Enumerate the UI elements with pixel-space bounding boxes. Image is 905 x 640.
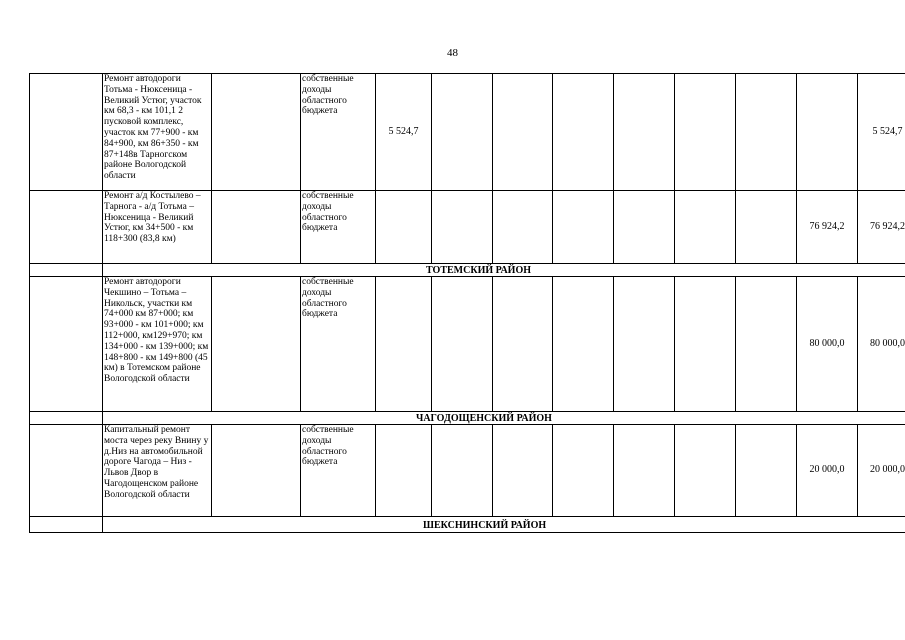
empty-cell xyxy=(212,74,301,191)
empty-cell xyxy=(432,425,493,517)
amount-cell: 80 000,0 xyxy=(797,277,858,412)
row-number-cell xyxy=(30,425,103,517)
empty-cell xyxy=(376,425,432,517)
empty-cell xyxy=(493,191,553,264)
funding-source-cell: собственные доходы областного бюджета xyxy=(301,191,376,264)
object-name-cell: Ремонт автодороги Чекшино – Тотьма – Никольск, участки км 74+000 км 87+000; км 93+000 - км 101+000; км 112+000, км129+970; км 134+000 - км 139+000; км 148+800 - км 149+800 (45 км) в Тотемском районе Вологодской области xyxy=(103,277,212,412)
empty-cell xyxy=(376,277,432,412)
amount-cell: 76 924,2 xyxy=(797,191,858,264)
table-row xyxy=(30,277,905,412)
empty-cell xyxy=(553,277,614,412)
empty-cell xyxy=(553,74,614,191)
table-row xyxy=(30,74,905,191)
object-name-cell: Капитальный ремонт моста через реку Внину у д.Низ на автомобильной дороге Чагода – Низ - Львов Двор в Чагодощенском районе Вологодской области xyxy=(103,425,212,517)
empty-cell xyxy=(553,425,614,517)
empty-cell xyxy=(493,74,553,191)
empty-cell xyxy=(432,277,493,412)
district-header-cell xyxy=(103,264,905,277)
empty-cell xyxy=(432,191,493,264)
empty-cell xyxy=(675,74,736,191)
empty-cell xyxy=(614,277,675,412)
table-row xyxy=(30,425,905,517)
empty-cell xyxy=(736,191,797,264)
empty-cell xyxy=(736,277,797,412)
total-cell: 20 000,0 xyxy=(858,425,905,517)
total-cell: 80 000,0 xyxy=(858,277,905,412)
empty-cell xyxy=(30,264,103,277)
table-row xyxy=(30,191,905,264)
empty-cell xyxy=(675,425,736,517)
object-name-cell: Ремонт а/д Костылево –Тарнога - а/д Тотьма – Нюксеница - Великий Устюг, км 34+500 - км 118+300 (83,8 км) xyxy=(103,191,212,264)
district-title: ТОТЕМСКИЙ РАЙОН xyxy=(426,265,532,276)
funding-source-cell: собственные доходы областного бюджета xyxy=(301,277,376,412)
total-cell: 5 524,7 xyxy=(858,74,905,191)
empty-cell xyxy=(675,277,736,412)
amount-cell: 20 000,0 xyxy=(797,425,858,517)
empty-cell xyxy=(614,425,675,517)
object-name-cell: Ремонт автодороги Тотьма - Нюксеница - Великий Устюг, участок км 68,3 - км 101,1 2 пусковой комплекс, участок км 77+900 - км 84+900, км 86+350 - км 87+148в Тарногском районе Вологодской области xyxy=(103,74,212,191)
empty-cell xyxy=(212,191,301,264)
empty-cell xyxy=(675,191,736,264)
district-header-cell xyxy=(103,412,905,425)
funding-source-cell: собственные доходы областного бюджета xyxy=(301,425,376,517)
empty-cell xyxy=(736,425,797,517)
district-title: ШЕКСНИНСКИЙ РАЙОН xyxy=(423,519,547,531)
amount-cell xyxy=(797,74,858,191)
empty-cell xyxy=(30,517,103,533)
total-cell: 76 924,2 xyxy=(858,191,905,264)
district-title: ЧАГОДОЩЕНСКИЙ РАЙОН xyxy=(416,413,552,424)
empty-cell xyxy=(493,425,553,517)
empty-cell xyxy=(212,425,301,517)
district-header-row xyxy=(30,264,905,277)
district-header-cell xyxy=(103,517,905,533)
empty-cell xyxy=(614,191,675,264)
district-header-row xyxy=(30,412,905,425)
empty-cell xyxy=(736,74,797,191)
empty-cell xyxy=(614,74,675,191)
empty-cell xyxy=(212,277,301,412)
empty-cell xyxy=(553,191,614,264)
empty-cell xyxy=(432,74,493,191)
amount-cell: 5 524,7 xyxy=(376,74,432,191)
row-number-cell xyxy=(30,191,103,264)
page-number: 48 xyxy=(447,47,458,59)
row-number-cell xyxy=(30,277,103,412)
district-header-row xyxy=(30,517,905,533)
empty-cell xyxy=(493,277,553,412)
row-number-cell xyxy=(30,74,103,191)
amount-cell xyxy=(376,191,432,264)
empty-cell xyxy=(30,412,103,425)
budget-table xyxy=(29,73,905,533)
funding-source-cell: собственные доходы областного бюджета xyxy=(301,74,376,191)
